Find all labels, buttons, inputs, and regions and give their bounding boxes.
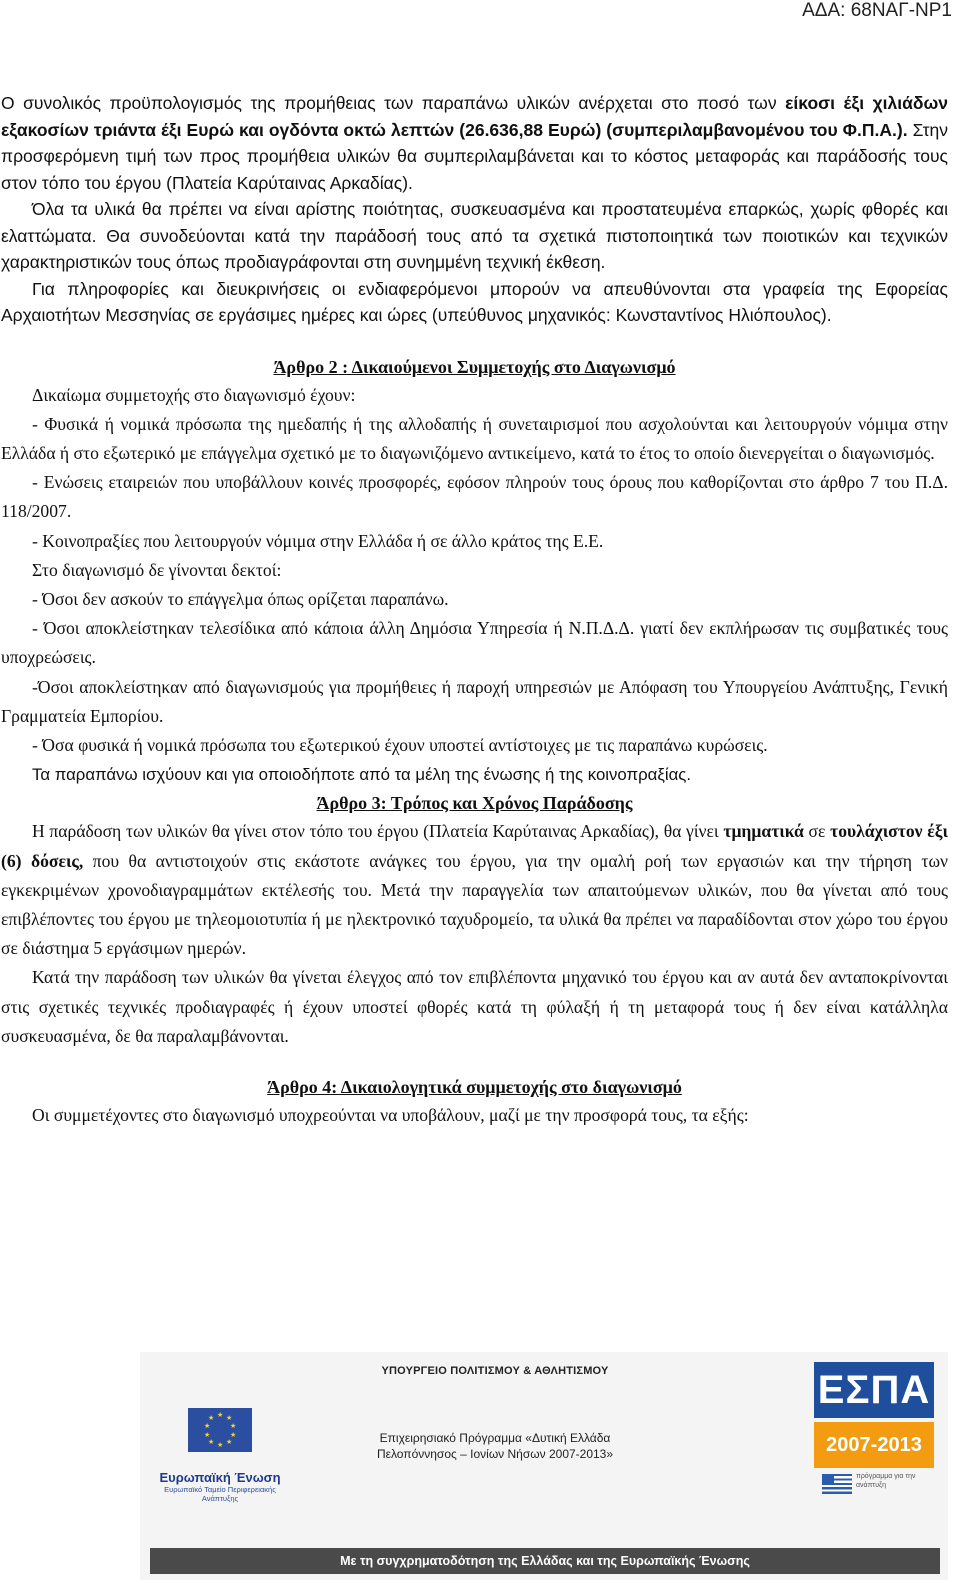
article-2 xyxy=(1,353,948,790)
paragraph-quality: Όλα τα υλικά θα πρέπει να είναι αρίστης ποιότητας, συσκευασμένα και προστατευμένα επαρκώς, χωρίς φθορές και ελαττώματα. Θα συνοδεύονται κατά την παράδοσή τους από τα σχετικά πιστοποιητικά των ποιοτικών και τεχνικών χαρακτηριστικών τους όπως προδιαγράφονται στη συνημμένη τεχνική έκθεση. xyxy=(1,199,948,272)
ada-code: ΑΔΑ: 68ΝΑΓ-ΝΡ1 xyxy=(802,0,952,21)
article-4-title: Άρθρο 4: Δικαιολογητικά συμμετοχής στο διαγωνισμό xyxy=(267,1076,682,1097)
paragraph-info: Για πληροφορίες και διευκρινήσεις οι ενδιαφερόμενοι μπορούν να απευθύνονται στα γραφεία της Εφορείας Αρχαιοτήτων Μεσσηνίας σε εργάσιμες ημέρες και ώρες (υπεύθυνος μηχανικός: Κωνσταντίνος Ηλιόπουλος). xyxy=(1,278,948,325)
espa-years: 2007-2013 xyxy=(814,1422,934,1468)
article-3-title: Άρθρο 3: Τρόπος και Χρόνος Παράδοσης xyxy=(316,793,633,814)
delivery-partial: τμηματικά xyxy=(723,821,804,842)
eu-name: Ευρωπαϊκή Ένωση xyxy=(159,1470,281,1485)
article-2-item-2: - Ενώσεις εταιρειών που υποβάλλουν κοινές προσφορές, εφόσον πληρούν τους όρους που καθορίζονται στο άρθρο 7 του Π.Δ. 118/2007. xyxy=(1,472,948,522)
article-3-paragraph-2: Κατά την παράδοση των υλικών θα γίνεται έλεγχος από τον επιβλέποντα μηχανικό του έργου και αν αυτά δεν ανταποκρίνονται στις σχετικές τεχνικές προδιαγραφές ή έχουν υποστεί φθορές κατά τη φύλαξή ή τη μεταφορά τους ή δεν είναι κατάλληλα συσκευασμένα, δε θα παραλαμβάνονται. xyxy=(1,967,948,1046)
eu-fund: Ευρωπαϊκό Ταμείο Περιφερειακής Ανάπτυξης xyxy=(164,1485,276,1503)
paragraph-budget xyxy=(1,90,948,196)
operational-programme xyxy=(315,1430,675,1462)
ministry-name: ΥΠΟΥΡΓΕΙΟ ΠΟΛΙΤΙΣΜΟΥ & ΑΘΛΗΤΙΣΜΟΥ xyxy=(381,1365,609,1377)
article-2-item-1: - Φυσικά ή νομικά πρόσωπα της ημεδαπής ή της αλλοδαπής ή συνεταιρισμοί που ασχολούνται και λειτουργούν νόμιμα στην Ελλάδα ή στο εξωτερικό με επάγγελμα σχετικό με το διαγωνιζόμενο αντικείμενο, κατά το έτος το οποίο διενεργείται ο διαγωνισμός. xyxy=(1,413,948,463)
delivery-installments: τουλάχιστον έξι (6) δόσεις, xyxy=(1,821,949,871)
delivery-text: Η παράδοση των υλικών θα γίνει στον τόπο του έργου (Πλατεία Καρύταινας Αρκαδίας), θα γίνει xyxy=(32,821,724,842)
article-2-tail: Τα παραπάνω ισχύουν και για οποιοδήποτε από τα μέλη της ένωσης ή της κοινοπραξίας. xyxy=(32,765,692,785)
article-4 xyxy=(1,1073,948,1130)
article-2-title: Άρθρο 2 : Δικαιούμενοι Συμμετοχής στο Διαγωνισμό xyxy=(273,356,676,377)
cofunding-bar: Με τη συγχρηματοδότηση της Ελλάδας και της Ευρωπαϊκής Ένωσης xyxy=(150,1548,940,1574)
article-2-intro: Δικαίωμα συμμετοχής στο διαγωνισμό έχουν: xyxy=(32,384,356,405)
article-3-paragraph-1 xyxy=(1,817,948,963)
espa-title: ΕΣΠΑ xyxy=(814,1362,934,1418)
eu-flag-icon: ★ ★ ★ ★ ★ ★ ★ ★ ★ ★ xyxy=(188,1408,252,1452)
document-body xyxy=(1,90,948,1130)
greek-flag-icon xyxy=(822,1474,852,1494)
funding-logo-banner xyxy=(140,1352,948,1580)
article-2-exclusions: Στο διαγωνισμό δε γίνονται δεκτοί: xyxy=(32,559,282,580)
budget-text-cont: Στην προσφερόμενη τιμή των προς προμήθεια υλικών θα συμπεριλαμβάνεται και το κόστος μεταφοράς και παράδοσής τους στον τόπο του έργου (Πλατεία Καρύταινας Αρκαδίας). xyxy=(1,119,948,193)
eu-logo xyxy=(150,1408,290,1503)
article-3 xyxy=(1,789,948,1051)
delivery-text-in: σε xyxy=(803,821,831,842)
espa-tagline: πρόγραμμα για την ανάπτυξη xyxy=(856,1473,916,1489)
article-4-paragraph-1: Οι συμμετέχοντες στο διαγωνισμό υποχρεούνται να υποβάλουν, μαζί με την προσφορά τους, τα εξής: xyxy=(32,1104,749,1125)
article-2-excl-2: - Όσοι αποκλείστηκαν τελεσίδικα από κάποια άλλη Δημόσια Υπηρεσία ή Ν.Π.Δ.Δ. γιατί δεν εκπλήρωσαν τις συμβατικές τους υποχρεώσεις. xyxy=(1,618,948,668)
article-2-item-3: - Κοινοπραξίες που λειτουργούν νόμιμα στην Ελλάδα ή σε άλλο κράτος της Ε.Ε. xyxy=(32,530,604,551)
espa-logo xyxy=(814,1362,934,1522)
article-2-excl-4: - Όσα φυσικά ή νομικά πρόσωπα του εξωτερικού έχουν υποστεί αντίστοιχες με τις παραπάνω κυρώσεις. xyxy=(32,734,768,755)
delivery-text-cont: που θα αντιστοιχούν στις εκάστοτε ανάγκες του έργου, για την ομαλή ροή των εργασιών και την τήρηση των εγκεκριμένων χρονοδιαγραμμάτων εκτέλεσής του. Μετά την παραγγελία των απαιτούμενων υλικών, που θα γίνεται από τους επιβλέποντες του έργου με τηλεομοιοτυπία ή με ηλεκτρονικό ταχυδρομείο, τα υλικά θα πρέπει να παραδίδονται στον χώρο του έργου σε διάστημα 5 εργάσιμων ημερών. xyxy=(1,850,948,959)
article-2-excl-1: - Όσοι δεν ασκούν το επάγγελμα όπως ορίζεται παραπάνω. xyxy=(32,588,449,609)
budget-text: Ο συνολικός προϋπολογισμός της προμήθειας των παραπάνω υλικών ανέρχεται στο ποσό των xyxy=(1,93,786,113)
programme-line-1: Επιχειρησιακό Πρόγραμμα «Δυτική Ελλάδα xyxy=(379,1431,611,1445)
programme-line-2: Πελοπόννησος – Ιονίων Νήσων 2007-2013» xyxy=(376,1447,614,1461)
article-2-excl-3: -Όσοι αποκλείστηκαν από διαγωνισμούς για προμήθειες ή παροχή υπηρεσιών με Απόφαση του Υπουργείου Ανάπτυξης, Γενική Γραμματεία Εμπορίου. xyxy=(1,676,948,726)
budget-amount: είκοσι έξι χιλιάδων εξακοσίων τριάντα έξι Ευρώ και ογδόντα οκτώ λεπτών (26.636,88 Ευρώ) (συμπεριλαμβανομένου του Φ.Π.Α.). xyxy=(1,93,949,140)
